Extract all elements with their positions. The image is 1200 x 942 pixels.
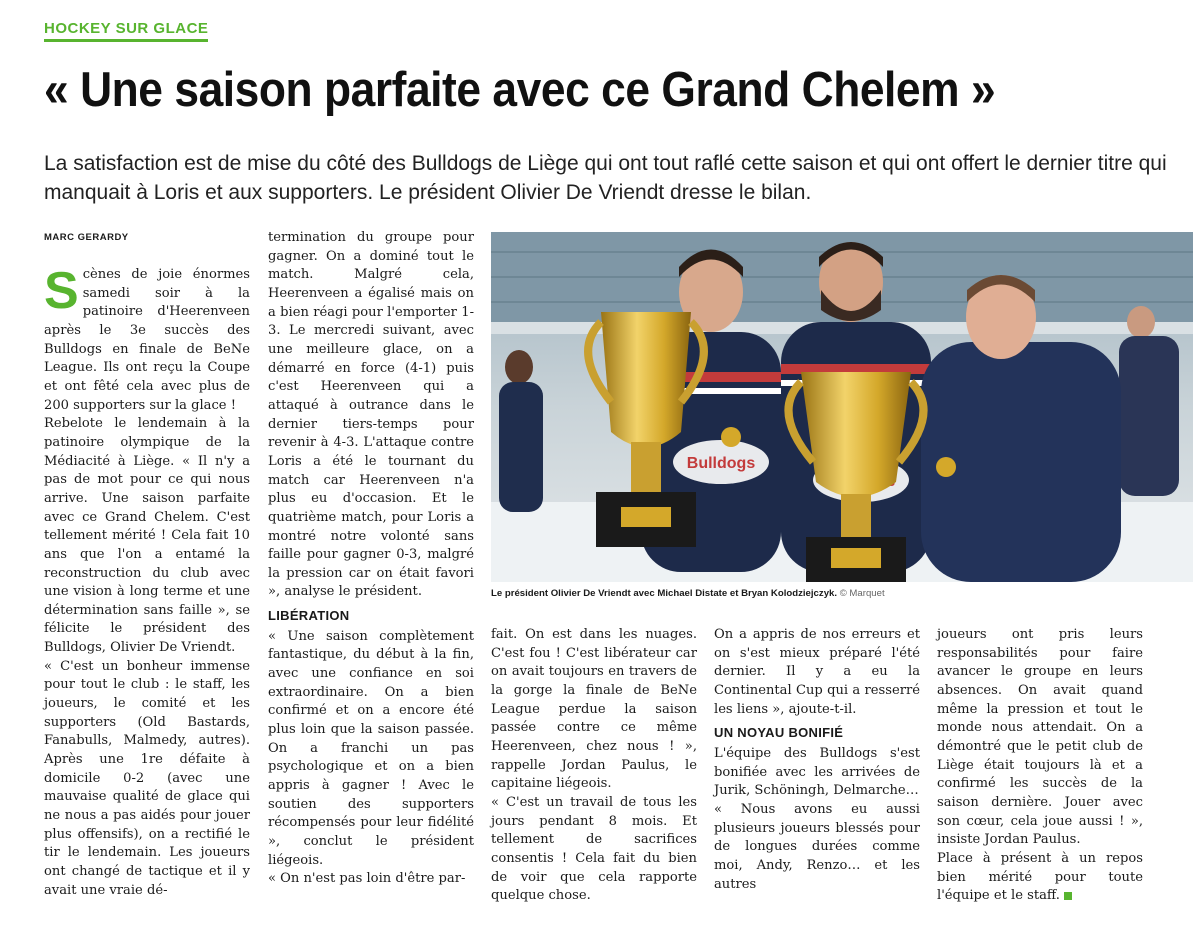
article-photo — [491, 232, 1193, 582]
col5-paragraph-2-wrap — [937, 850, 1143, 906]
photo-caption: Le président Olivier De Vriendt avec Michael Distate et Bryan Kolodziejczyk. — [491, 588, 838, 599]
article-column-5 — [937, 626, 1143, 906]
col5-paragraph-1: joueurs ont pris leurs responsabilités pour faire avancer le groupe en leurs absences. On avait quand même la pression et tout le monde nous attendait. On a démontré que le petit club de Liège était toujours là et a confirmé les succès de la saison dernière. Jouer avec son cœur, cela joue aussi ! », insiste Jordan Paulus. — [937, 627, 1143, 848]
col1-paragraph-3: « C'est un bonheur immense pour tout le club : le staff, les joueurs, le comité et les supporters (Old Bastards, Fanabulls, Malmedy, autres). Après une 1re défaite à domicile 0-2 (avec une mauvaise qualité de glace qui ne nous a pas aidés pour jouer plus offensifs), on a rectifié le tir le lendemain. Les joueurs ont changé de tactique et il y avait une vraie dé- — [44, 658, 250, 898]
dropcap: S — [44, 262, 79, 320]
section-kicker: HOCKEY SUR GLACE — [44, 20, 208, 42]
subhead-liberation: LIBÉRATION — [268, 608, 350, 624]
col3-paragraph-1: fait. On est dans les nuages. C'est fou ! C'est libérateur car on avait toujours en travers de la gorge la finale de BeNe League perdue la saison passée contre ce même Heerenveen, chez nous ! », rappelle Jordan Paulus, le capitaine liégeois. — [491, 627, 697, 792]
article-column-2 — [268, 229, 474, 889]
col1-paragraph-2: Rebelote le lendemain à la patinoire olympique de la Médiacité à Liège. « Il n'y a pas de mot pour ce qui nous arrive. Une saison parfaite avec ce Grand Chelem. C'est tellement mérité ! Cela fait 10 ans que l'on a entamé la reconstruction du club avec une vision à long terme et une détermination sans faille », se félicite le président des Bulldogs, Olivier De Vriendt. — [44, 416, 250, 656]
trophy-icon-2 — [801, 372, 911, 497]
article-column-3 — [491, 626, 697, 906]
article-column-4 — [714, 626, 920, 894]
col4-paragraph-1: On a appris de nos erreurs et on s'est mieux préparé l'été dernier. Il y a eu la Continental Cup qui a resserré les liens », ajoute-t-il. — [714, 627, 920, 717]
col2-paragraph-2: « Une saison complètement fantastique, du début à la fin, avec une confiance en soi extraordinaire. On a bien confirmé et on a encore été plus loin que la saison passée. On a franchi un pas psychologique et on a bien appris à gagner ! Avec le soutien des supporters récompensés pour leur fidélité », conclut le président liégeois. — [268, 628, 474, 868]
col3-paragraph-2: « C'est un travail de tous les jours pendant 8 mois. Et tellement de sacrifices consentis ! Cela fait du bien de voir que cela rapporte quelque chose. — [491, 794, 697, 904]
col2-paragraph-3: « On n'est pas loin d'être par- — [268, 871, 466, 887]
headline: « Une saison parfaite avec ce Grand Chelem » — [44, 63, 996, 117]
subhead-noyau: UN NOYAU BONIFIÉ — [714, 725, 844, 741]
photo-caption-row — [491, 588, 885, 599]
byline: MARC GERARDY — [44, 232, 129, 243]
photo-illustration — [491, 232, 1193, 582]
end-mark-icon — [1064, 892, 1072, 900]
trophy-icon — [601, 312, 691, 447]
lead-paragraph: La satisfaction est de mise du côté des Bulldogs de Liège qui ont tout raflé cette saison et qui ont offert le dernier titre qui manquait à Loris et aux supporters. Le président Olivier De Vriendt dresse le bilan. — [44, 152, 1167, 204]
photo-credit: © Marquet — [839, 588, 885, 599]
article-column-1 — [44, 262, 250, 900]
col5-paragraph-2: Place à présent à un repos bien mérité pour toute l'équipe et le staff. — [937, 850, 1143, 904]
col4-paragraph-2: L'équipe des Bulldogs s'est bonifiée avec les arrivées de Jurik, Schöningh, Delmarche… — [714, 745, 920, 799]
col2-paragraph-1: termination du groupe pour gagner. On a dominé tout le match. Malgré cela, Heerenveen a égalisé mais on a bien réagi pour l'emporter 1-3. Le mercredi suivant, avec une meilleure glace, on a démarré en force (4-1) puis c'est Heerenveen qui a attaqué à outrance dans le dernier tiers-temps pour revenir à 4-3. L'attaque contre Loris a été le tournant du match car Heerenveen n'a plus eu d'occasion. Et le quatrième match, pour Loris a montré notre volonté sans faille pour gagner 0-3, malgré la pression car on était favori », analyse le président. — [268, 230, 474, 600]
col4-paragraph-3: « Nous avons eu aussi plusieurs joueurs blessés pour de longues durées comme moi, Andy, Renzo… et les autres — [714, 801, 920, 892]
col1-paragraph-1: cènes de joie énormes samedi soir à la patinoire d'Heerenveen après le 3e succès des Bulldogs en finale de BeNe League. Ils ont reçu la Coupe et ont fêté cela avec plus de 200 supporters sur la glace ! — [44, 267, 250, 413]
jersey-logo: Bulldogs — [686, 455, 756, 472]
